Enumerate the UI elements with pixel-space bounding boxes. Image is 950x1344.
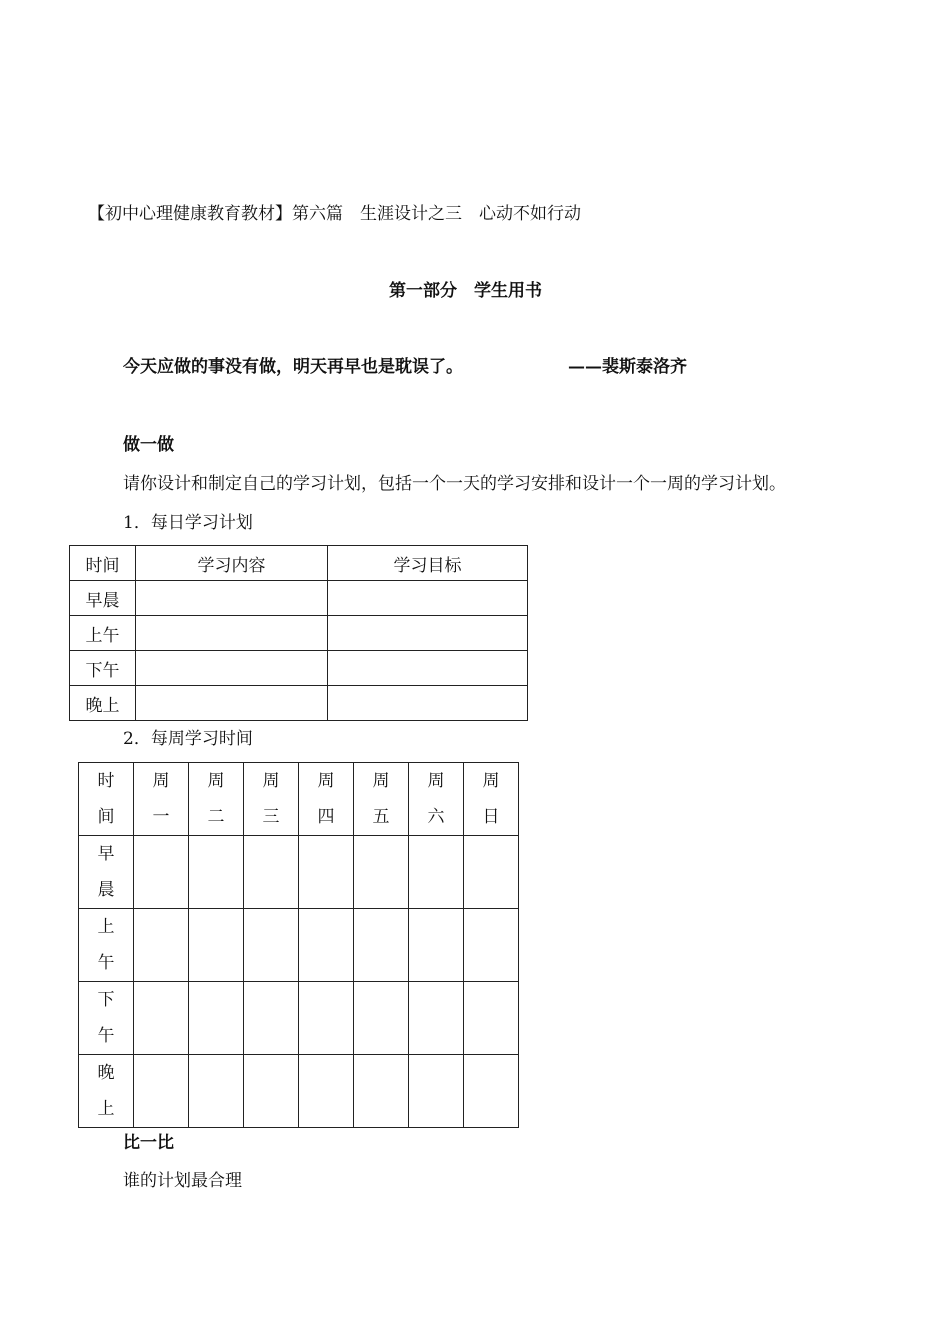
table-row — [79, 836, 519, 909]
table-cell[interactable] — [354, 982, 409, 1055]
header-cell: 时间 — [70, 546, 136, 581]
table-cell[interactable] — [189, 909, 244, 982]
part-heading: 第一部分 学生用书 — [389, 281, 542, 301]
table-cell[interactable] — [409, 909, 464, 982]
table-cell[interactable] — [134, 982, 189, 1055]
weekly-plan-label: 2．每周学习时间 — [123, 729, 253, 749]
table-row — [79, 982, 519, 1055]
table-cell[interactable] — [134, 909, 189, 982]
table-cell[interactable] — [409, 1055, 464, 1128]
table-row — [70, 651, 528, 686]
table-row — [70, 616, 528, 651]
table-cell[interactable] — [244, 982, 299, 1055]
table-row — [70, 581, 528, 616]
header-cell: 学习内容 — [136, 546, 328, 581]
table-row — [79, 909, 519, 982]
table-header-row — [79, 763, 519, 836]
header-cell — [354, 763, 409, 836]
table-cell[interactable] — [354, 836, 409, 909]
table-row — [70, 686, 528, 721]
table-cell[interactable] — [244, 836, 299, 909]
table-cell[interactable] — [189, 1055, 244, 1128]
row-label-cell — [79, 1055, 134, 1128]
table-cell[interactable] — [136, 686, 328, 721]
daily-plan-label: 1．每日学习计划 — [123, 513, 253, 533]
header-label: 周一 — [152, 771, 170, 827]
header-cell — [409, 763, 464, 836]
header-label: 周四 — [317, 771, 335, 827]
table-cell[interactable] — [354, 909, 409, 982]
row-label: 下午 — [97, 990, 115, 1046]
table-cell[interactable] — [189, 836, 244, 909]
table-cell[interactable] — [464, 909, 519, 982]
row-label-cell — [79, 836, 134, 909]
table-cell[interactable] — [328, 581, 528, 616]
weekly-plan-table — [78, 762, 519, 1128]
row-label: 早晨 — [70, 581, 136, 616]
header-cell — [134, 763, 189, 836]
row-label-cell — [79, 982, 134, 1055]
header-label: 周六 — [427, 771, 445, 827]
table-cell[interactable] — [299, 909, 354, 982]
row-label: 早晨 — [97, 844, 115, 900]
table-row — [79, 1055, 519, 1128]
quote-author: ——裴斯泰洛齐 — [568, 357, 687, 377]
header-cell: 学习目标 — [328, 546, 528, 581]
table-cell[interactable] — [328, 651, 528, 686]
compare-section-heading: 比一比 — [123, 1133, 174, 1153]
table-cell[interactable] — [244, 909, 299, 982]
table-cell[interactable] — [134, 836, 189, 909]
table-cell[interactable] — [328, 616, 528, 651]
do-section-instruction: 请你设计和制定自己的学习计划，包括一个一天的学习安排和设计一个一周的学习计划。 — [123, 474, 786, 494]
row-label: 晚上 — [97, 1063, 115, 1119]
table-cell[interactable] — [328, 686, 528, 721]
table-cell[interactable] — [354, 1055, 409, 1128]
table-cell[interactable] — [136, 651, 328, 686]
header-cell — [464, 763, 519, 836]
do-section-heading: 做一做 — [123, 435, 174, 455]
table-cell[interactable] — [299, 982, 354, 1055]
table-cell[interactable] — [134, 1055, 189, 1128]
header-label: 周日 — [482, 771, 500, 827]
table-cell[interactable] — [189, 982, 244, 1055]
header-cell — [189, 763, 244, 836]
header-label: 周三 — [262, 771, 280, 827]
daily-plan-table — [69, 545, 528, 721]
header-label: 周五 — [372, 771, 390, 827]
table-header-row — [70, 546, 528, 581]
row-label: 晚上 — [70, 686, 136, 721]
table-cell[interactable] — [464, 1055, 519, 1128]
header-label: 时间 — [97, 771, 115, 827]
table-cell[interactable] — [244, 1055, 299, 1128]
header-label: 周二 — [207, 771, 225, 827]
table-cell[interactable] — [464, 836, 519, 909]
table-cell[interactable] — [409, 982, 464, 1055]
row-label: 上午 — [70, 616, 136, 651]
header-cell — [299, 763, 354, 836]
row-label-cell — [79, 909, 134, 982]
table-cell[interactable] — [299, 836, 354, 909]
compare-section-text: 谁的计划最合理 — [123, 1171, 242, 1191]
row-label: 上午 — [97, 917, 115, 973]
table-cell[interactable] — [409, 836, 464, 909]
table-cell[interactable] — [136, 581, 328, 616]
table-cell[interactable] — [136, 616, 328, 651]
table-cell[interactable] — [464, 982, 519, 1055]
quote-text: 今天应做的事没有做，明天再早也是耽误了。 — [123, 357, 463, 377]
document-title: 【初中心理健康教育教材】第六篇 生涯设计之三 心动不如行动 — [88, 204, 581, 224]
table-cell[interactable] — [299, 1055, 354, 1128]
header-cell — [79, 763, 134, 836]
row-label: 下午 — [70, 651, 136, 686]
header-cell — [244, 763, 299, 836]
